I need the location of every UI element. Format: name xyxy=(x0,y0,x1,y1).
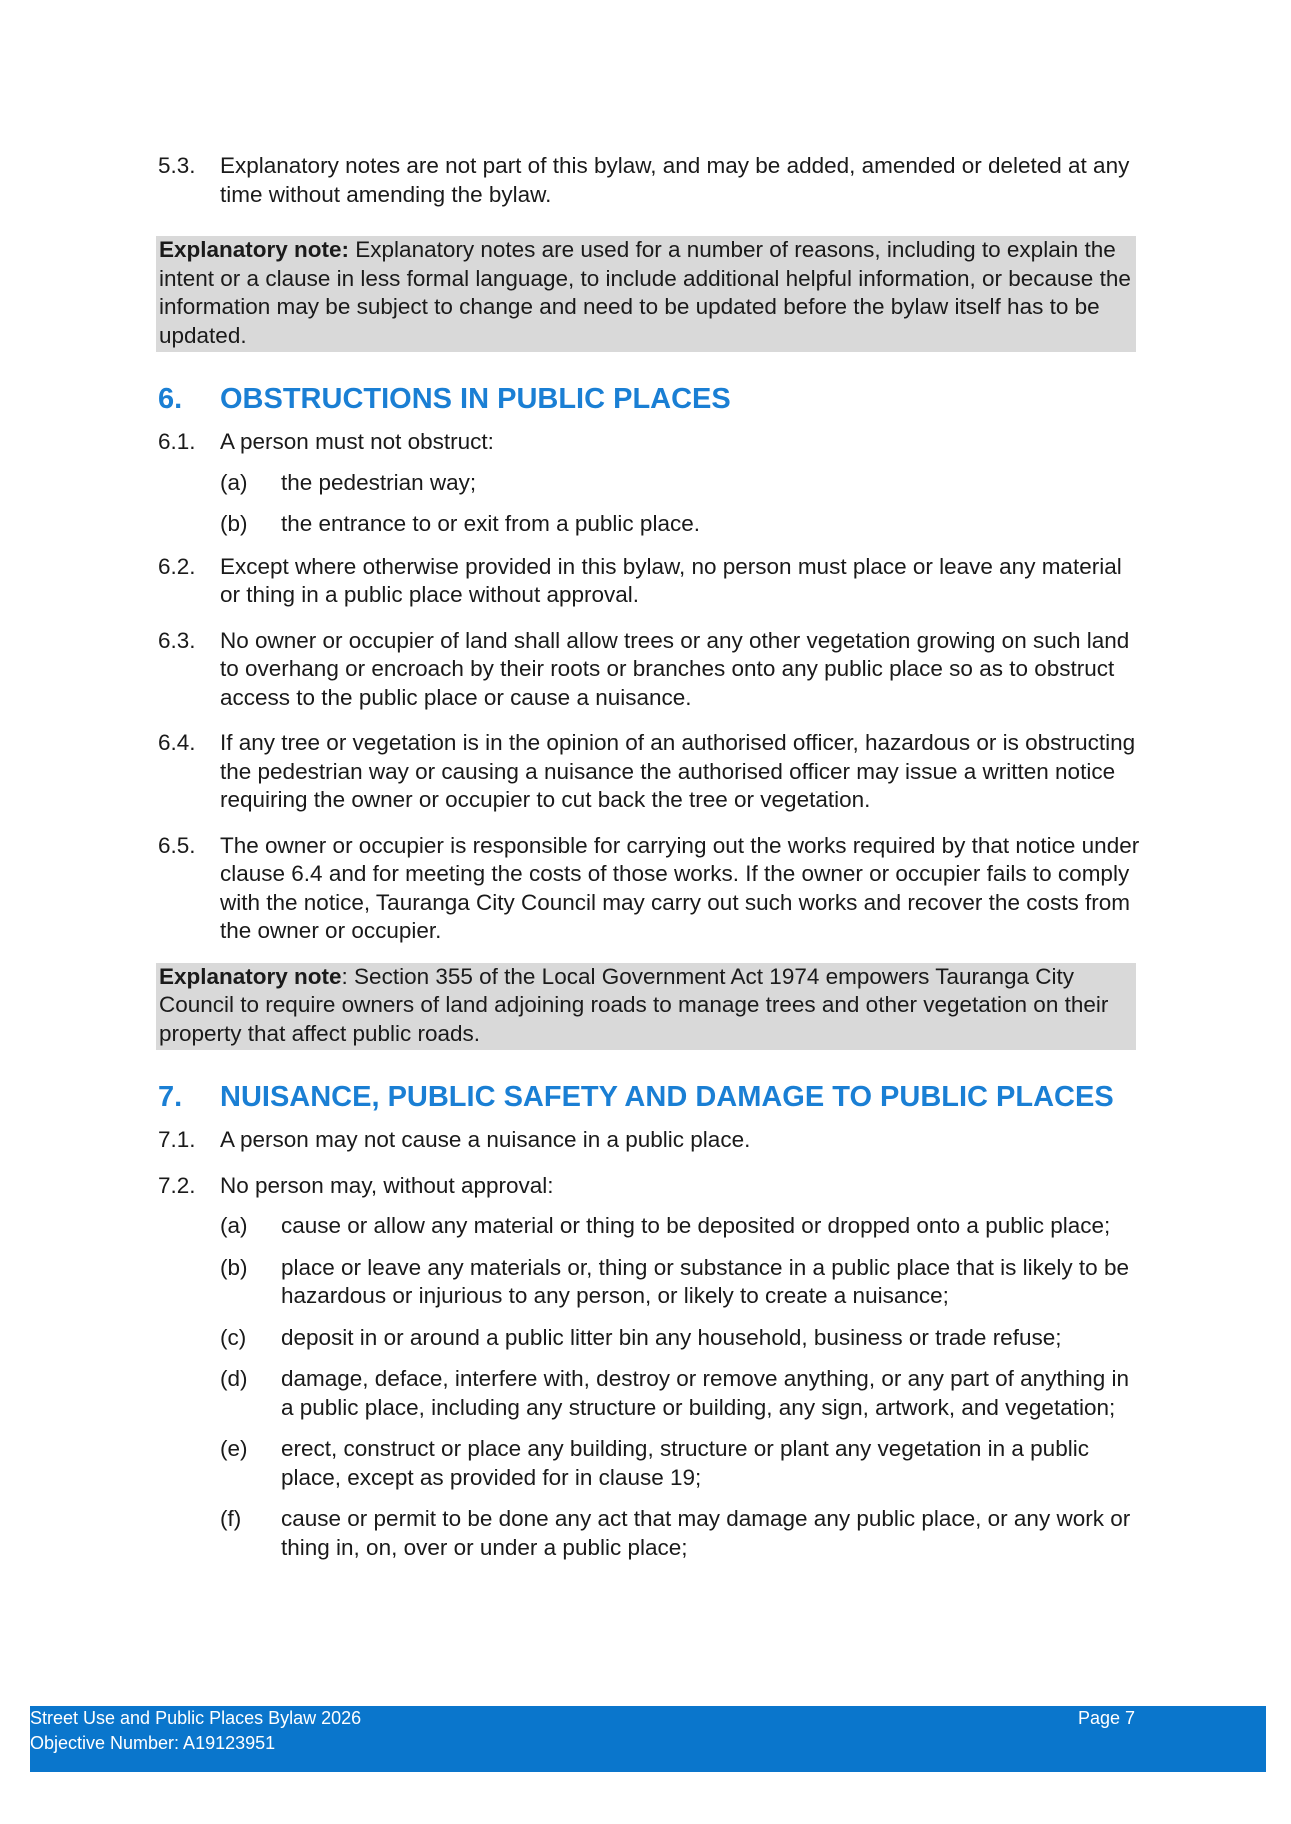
explanatory-note-2 xyxy=(156,963,1136,1051)
clause-number: 7.2. xyxy=(158,1172,196,1198)
sub-clause-text: damage, deface, interfere with, destroy or remove anything, or any part of anything in a public place, including any structure or building, any sign, artwork, and vegetation; xyxy=(281,1366,1129,1420)
note-label: Explanatory note: xyxy=(159,237,350,262)
note-label: Explanatory note xyxy=(159,963,342,989)
clause-text: Explanatory notes are not part of this bylaw, and may be added, amended or deleted at any time without amending the bylaw. xyxy=(220,153,1130,207)
sub-clause-label: (b) xyxy=(220,1254,248,1280)
sub-clause-text: cause or permit to be done any act that may damage any public place, or any work or thing in, on, over or under a public place; xyxy=(281,1506,1131,1560)
clause-text: No owner or occupier of land shall allow trees or any other vegetation growing on such land to overhang or encroach by their roots or branches onto any public place so as to obstruct access to the public place or cause a nuisance. xyxy=(220,627,1130,710)
sub-clause-7-2-a xyxy=(220,1212,1143,1241)
sub-clause-label: (c) xyxy=(220,1324,247,1350)
clause-number: 6.4. xyxy=(158,730,196,755)
footer-page-number: Page 7 xyxy=(1078,1708,1136,1728)
sub-clause-label: (e) xyxy=(220,1436,248,1461)
page-content xyxy=(158,152,1143,1575)
sub-clause-label: (f) xyxy=(220,1506,242,1531)
clause-number: 6.1. xyxy=(158,429,196,454)
sub-clause-text: deposit in or around a public litter bin any household, business or trade refuse; xyxy=(281,1324,1062,1350)
footer-objective-number: Objective Number: A19123951 xyxy=(30,1733,276,1753)
sub-clause-text: cause or allow any material or thing to be deposited or dropped onto a public place; xyxy=(281,1213,1111,1238)
clause-text: A person may not cause a nuisance in a public place. xyxy=(220,1127,751,1152)
sub-clause-6-1-b xyxy=(220,510,1143,539)
clause-6-4 xyxy=(158,729,1143,815)
sub-clause-7-2-d xyxy=(220,1365,1143,1422)
clause-number: 5.3. xyxy=(158,153,196,178)
sub-clause-text: erect, construct or place any building, structure or plant any vegetation in a public place, except as provided for in clause 19; xyxy=(281,1436,1089,1490)
clause-text: Except where otherwise provided in this bylaw, no person must place or leave any material or thing in a public place without approval. xyxy=(220,553,1122,607)
footer-document-title: Street Use and Public Places Bylaw 2026 xyxy=(30,1708,362,1728)
sub-clause-text: place or leave any materials or, thing or substance in a public place that is likely to be hazardous or injurious to any person, or likely to create a nuisance; xyxy=(281,1254,1129,1308)
sub-clause-label: (d) xyxy=(220,1366,248,1391)
sub-clause-text: the pedestrian way; xyxy=(281,469,477,495)
clause-number: 6.3. xyxy=(158,627,196,653)
note-text: Explanatory notes are used for a number of reasons, including to explain the intent or a clause in less formal language, to include additional helpful information, or because the information may be subject to change and need to be updated before the bylaw itself has to be updated. xyxy=(159,237,1131,348)
sub-clause-7-2-f xyxy=(220,1505,1143,1562)
clause-text: The owner or occupier is responsible for carrying out the works required by that notice under clause 6.4 and for meeting the costs of those works. If the owner or occupier fails to comply with the notice, Tauranga City Council may carry out such works and recover the costs from the owner or occupier. xyxy=(220,832,1140,943)
clause-6-1 xyxy=(158,428,1143,457)
clause-text: If any tree or vegetation is in the opinion of an authorised officer, hazardous or is obstructing the pedestrian way or causing a nuisance the authorised officer may issue a written notice requiring the owner or occupier to cut back the tree or vegetation. xyxy=(220,730,1136,812)
section-number: 6. xyxy=(158,383,183,415)
clause-6-3 xyxy=(158,627,1143,713)
clause-number: 7.1. xyxy=(158,1127,196,1152)
page-footer xyxy=(30,1706,1266,1772)
section-7-heading xyxy=(158,1078,1143,1116)
sub-clause-7-2-c xyxy=(220,1324,1143,1353)
section-6-heading xyxy=(158,380,1143,418)
clause-6-5 xyxy=(158,832,1143,946)
sub-clause-label: (a) xyxy=(220,1213,248,1238)
sub-clause-7-2-e xyxy=(220,1435,1143,1492)
clause-7-2 xyxy=(158,1172,1143,1201)
clause-7-1 xyxy=(158,1126,1143,1155)
sub-clause-label: (a) xyxy=(220,469,248,495)
section-number: 7. xyxy=(158,1081,183,1113)
sub-clause-text: the entrance to or exit from a public place. xyxy=(281,511,700,536)
note-text: : Section 355 of the Local Government Act 1974 empowers Tauranga City Council to require owners of land adjoining roads to manage trees and other vegetation on their property that affect public roads. xyxy=(159,963,1109,1046)
clause-6-2 xyxy=(158,553,1143,610)
clause-5-3 xyxy=(158,152,1143,209)
clause-number: 6.2. xyxy=(158,553,196,579)
clause-text: A person must not obstruct: xyxy=(220,429,494,454)
clause-number: 6.5. xyxy=(158,832,196,858)
sub-clause-6-1-a xyxy=(220,469,1143,498)
section-title: NUISANCE, PUBLIC SAFETY AND DAMAGE TO PUBLIC PLACES xyxy=(220,1081,1114,1113)
section-title: OBSTRUCTIONS IN PUBLIC PLACES xyxy=(220,383,731,415)
clause-text: No person may, without approval: xyxy=(220,1172,554,1198)
sub-clause-label: (b) xyxy=(220,511,248,536)
sub-clause-7-2-b xyxy=(220,1254,1143,1311)
explanatory-note-1 xyxy=(156,236,1136,352)
